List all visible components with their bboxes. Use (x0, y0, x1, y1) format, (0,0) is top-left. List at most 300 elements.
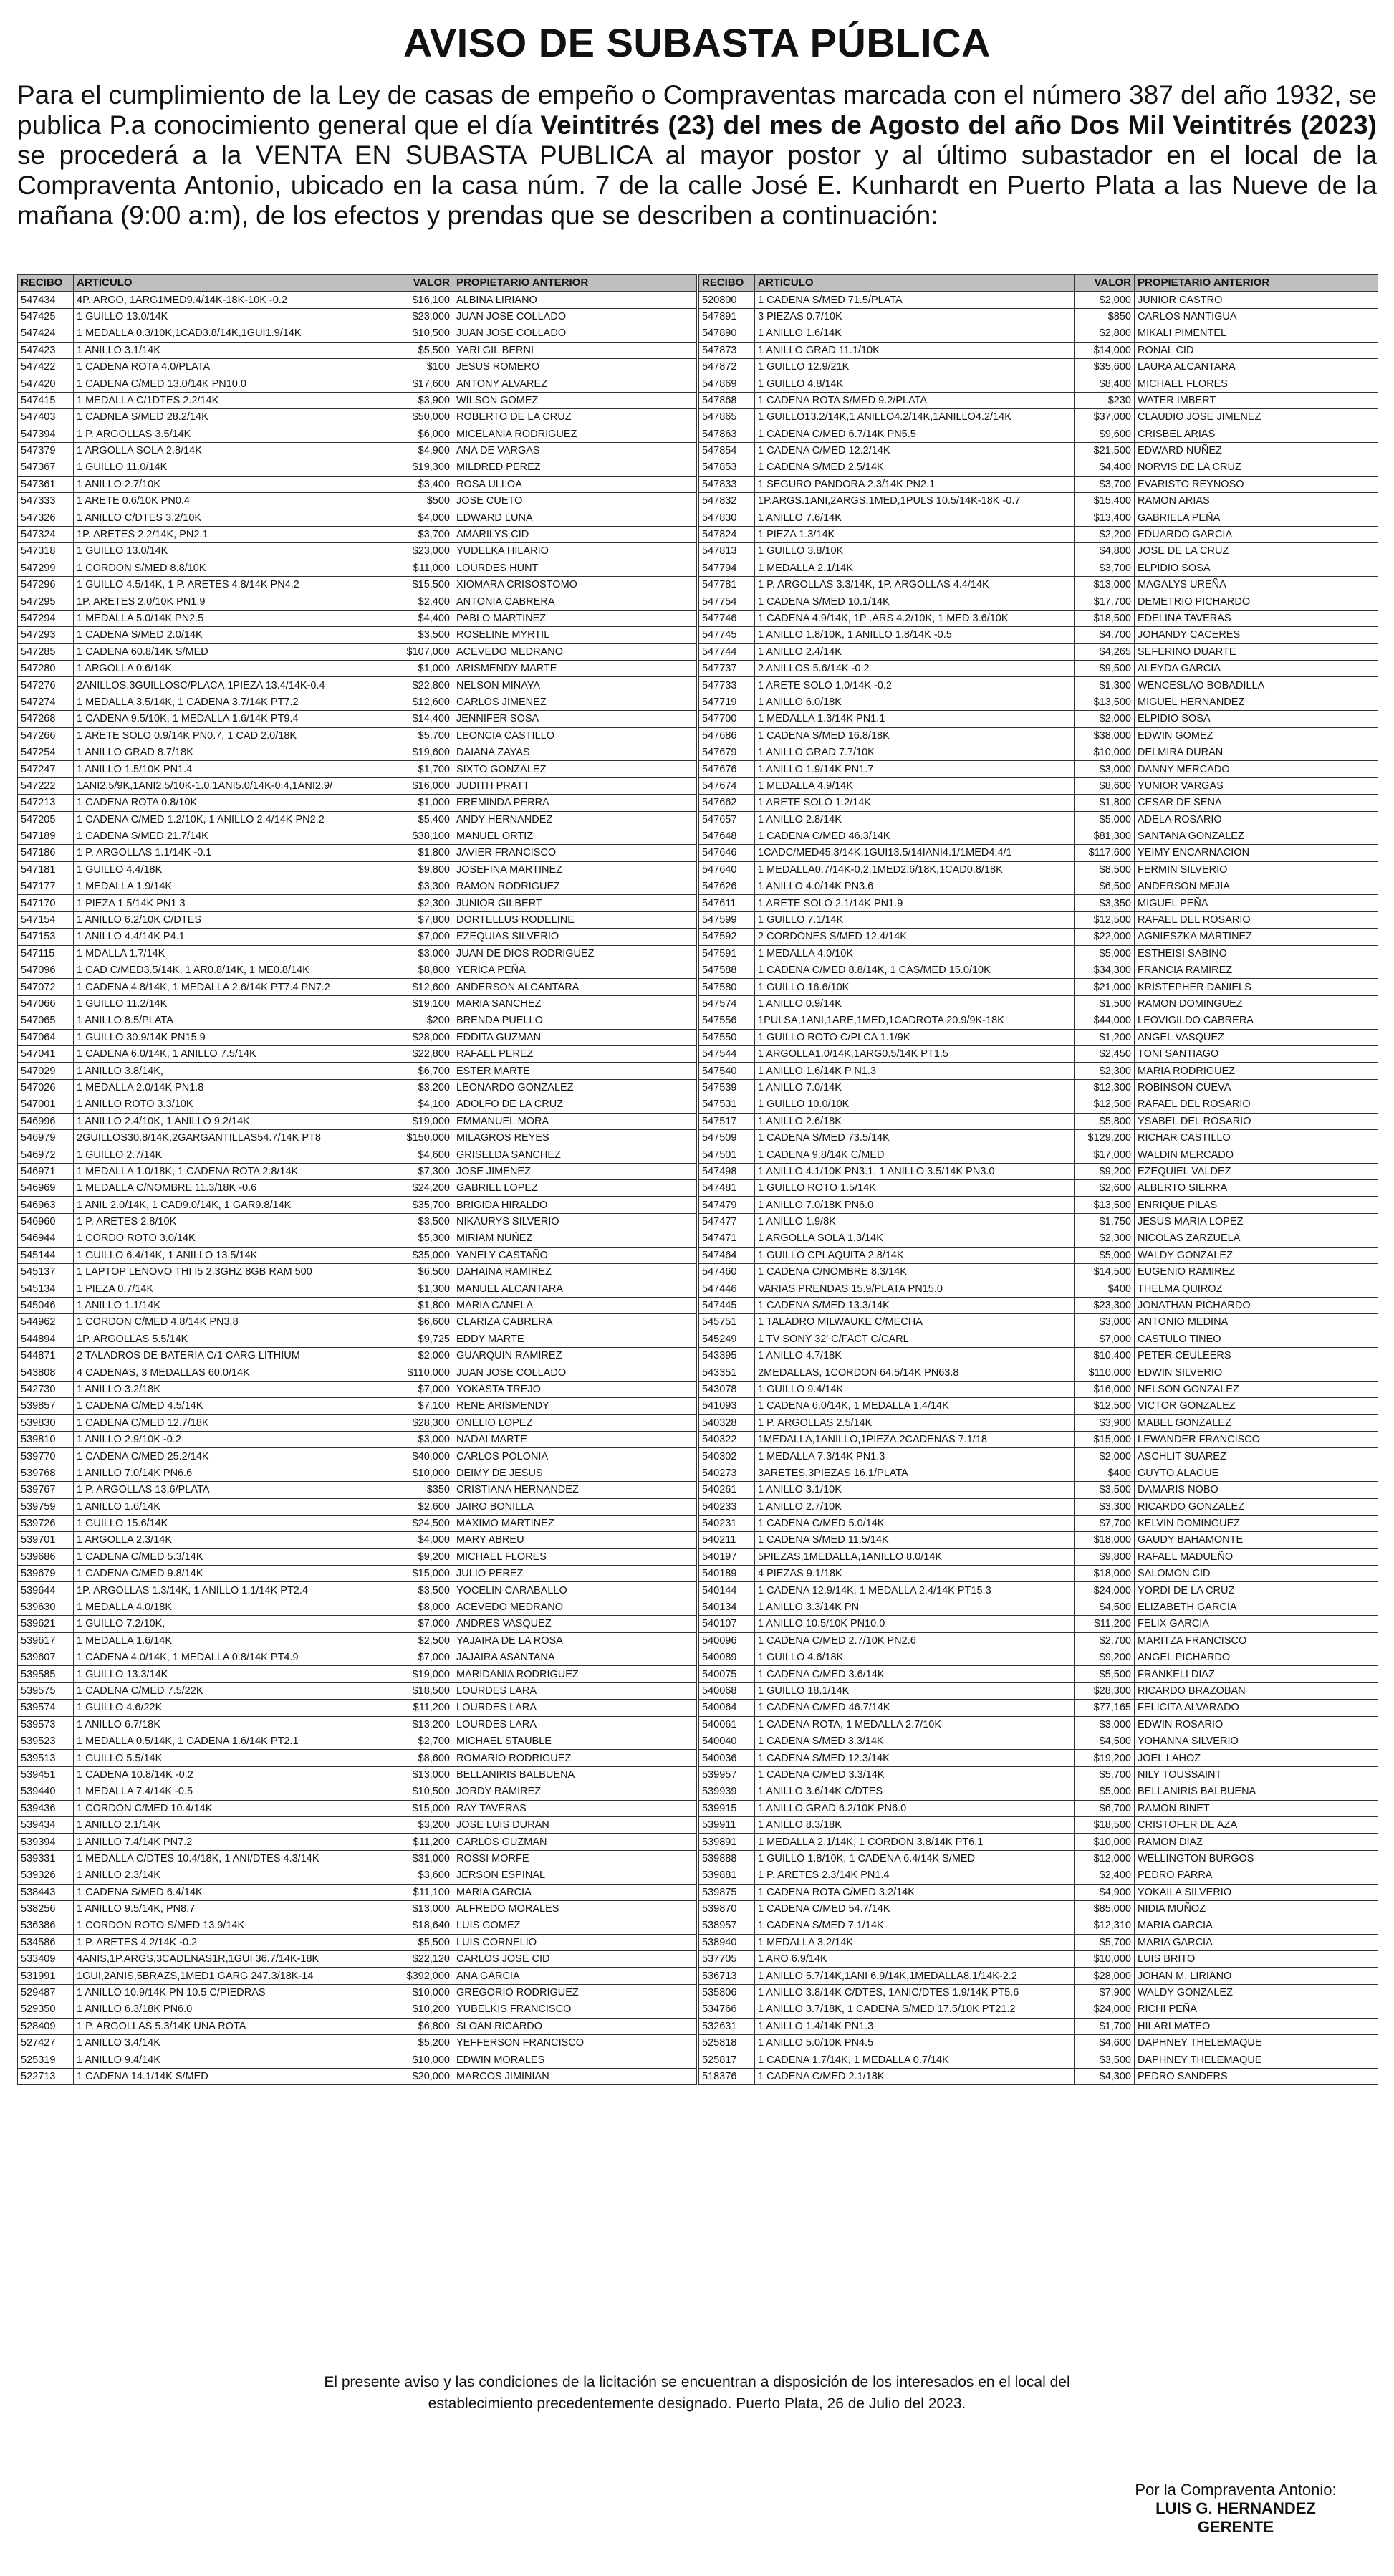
cell-propietario: EDWARD LUNA (453, 509, 697, 526)
table-row (18, 878, 697, 895)
cell-valor: $15,000 (393, 1800, 453, 1816)
cell-articulo: 1 GUILLO 13.0/14K (74, 543, 393, 560)
cell-valor: $400 (1075, 1280, 1135, 1297)
cell-recibo: 547648 (699, 828, 755, 844)
cell-propietario: CLAUDIO JOSE JIMENEZ (1135, 409, 1378, 426)
cell-articulo: 1 ANILLO 10.5/10K PN10.0 (755, 1616, 1075, 1632)
cell-articulo: 1CADC/MED45.3/14K,1GUI13.5/14IANI4.1/1MED4.4/1 (755, 845, 1075, 861)
cell-articulo: 1 MEDALLA 1.0/18K, 1 CADENA ROTA 2.8/14K (74, 1163, 393, 1179)
table-row (18, 560, 697, 576)
cell-articulo: 1 MEDALLA 1.3/14K PN1.1 (755, 711, 1075, 727)
cell-valor: $12,000 (1075, 1850, 1135, 1867)
cell-articulo: 1 ANILLO 8.3/18K (755, 1816, 1075, 1833)
cell-propietario: RAFAEL PEREZ (453, 1045, 697, 1062)
cell-propietario: ALEYDA GARCIA (1135, 660, 1378, 676)
cell-valor: $2,000 (393, 1348, 453, 1364)
table-row (699, 777, 1378, 794)
cell-recibo: 546979 (18, 1129, 74, 1146)
table-row (18, 509, 697, 526)
table-row (18, 711, 697, 727)
cell-articulo: 1 ANILLO 1.8/10K, 1 ANILLO 1.8/14K -0.5 (755, 627, 1075, 643)
cell-recibo: 541093 (699, 1398, 755, 1414)
cell-valor: $35,700 (393, 1197, 453, 1213)
cell-valor: $1,700 (393, 761, 453, 777)
cell-propietario: GRISELDA SANCHEZ (453, 1146, 697, 1163)
cell-articulo: 1 CADENA C/MED 54.7/14K (755, 1900, 1075, 1917)
cell-articulo: 1 CADENA S/MED 21.7/14K (74, 828, 393, 844)
table-row (699, 1934, 1378, 1950)
cell-propietario: MIRIAM NUÑEZ (453, 1230, 697, 1247)
cell-valor: $6,000 (393, 426, 453, 442)
cell-recibo: 547501 (699, 1146, 755, 1163)
table-row (699, 1900, 1378, 1917)
table-row (18, 526, 697, 542)
cell-propietario: ANDERSON MEJIA (1135, 878, 1378, 895)
cell-propietario: RAMON BINET (1135, 1800, 1378, 1816)
cell-valor: $77,165 (1075, 1700, 1135, 1716)
table-row (699, 509, 1378, 526)
cell-recibo: 547479 (699, 1197, 755, 1213)
cell-propietario: ALBINA LIRIANO (453, 292, 697, 308)
cell-articulo: 1 ANILLO 5.7/14K,1ANI 6.9/14K,1MEDALLA8.1/14K-2.2 (755, 1968, 1075, 1984)
table-row (18, 1197, 697, 1213)
table-row (18, 459, 697, 476)
cell-articulo: 1 CADENA C/MED 8.8/14K, 1 CAS/MED 15.0/10K (755, 962, 1075, 979)
cell-recibo: 547794 (699, 560, 755, 576)
cell-articulo: 1 CADENA 6.0/14K, 1 ANILLO 7.5/14K (74, 1045, 393, 1062)
table-row (18, 795, 697, 811)
cell-recibo: 543351 (699, 1364, 755, 1381)
cell-propietario: RICARDO BRAZOBAN (1135, 1682, 1378, 1699)
table-row (699, 911, 1378, 928)
cell-propietario: PEDRO PARRA (1135, 1867, 1378, 1884)
cell-valor: $4,900 (1075, 1884, 1135, 1900)
cell-recibo: 547580 (699, 979, 755, 995)
cell-valor: $2,400 (1075, 1867, 1135, 1884)
cell-articulo: 1 GUILLO ROTO C/PLCA 1.1/9K (755, 1029, 1075, 1045)
cell-recibo: 547186 (18, 845, 74, 861)
cell-articulo: 1 MEDALLA C/NOMBRE 11.3/18K -0.6 (74, 1180, 393, 1197)
cell-articulo: 1 CADENA C/MED 3.6/14K (755, 1666, 1075, 1682)
cell-recibo: 540273 (699, 1465, 755, 1481)
cell-recibo: 547285 (18, 643, 74, 660)
table-row (18, 1113, 697, 1129)
cell-recibo: 547868 (699, 392, 755, 408)
cell-recibo: 539891 (699, 1834, 755, 1850)
cell-valor: $18,640 (393, 1917, 453, 1934)
cell-recibo: 540096 (699, 1632, 755, 1649)
auction-tables (17, 274, 1377, 2085)
cell-propietario: JOHAN M. LIRIANO (1135, 1968, 1378, 1984)
cell-articulo: 1 ANILLO 3.4/14K (74, 2035, 393, 2051)
cell-propietario: BRIGIDA HIRALDO (453, 1197, 697, 1213)
cell-recibo: 545046 (18, 1297, 74, 1313)
auction-table-left (17, 274, 697, 2085)
table-row (18, 1800, 697, 1816)
cell-articulo: 1 MEDALLA 4.0/18K (74, 1599, 393, 1615)
cell-articulo: 1 P. ARGOLLAS 1.1/14K -0.1 (74, 845, 393, 861)
cell-recibo: 547640 (699, 861, 755, 878)
table-row (18, 1968, 697, 1984)
col-header-valor: VALOR (1075, 275, 1135, 292)
table-row (18, 358, 697, 375)
table-row (699, 979, 1378, 995)
cell-articulo: 1 ANILLO 0.9/14K (755, 995, 1075, 1012)
table-row (18, 1951, 697, 1968)
cell-articulo: 1P. ARETES 2.0/10K PN1.9 (74, 593, 393, 610)
cell-propietario: YUDELKA HILARIO (453, 543, 697, 560)
footer-line-2: establecimiento precedentemente designado. Puerto Plata, 26 de Julio del 2023. (428, 2395, 966, 2412)
cell-propietario: EDELINA TAVERAS (1135, 610, 1378, 626)
table-row (18, 1448, 697, 1465)
table-row (699, 1129, 1378, 1146)
cell-valor: $16,100 (393, 292, 453, 308)
table-row (699, 1867, 1378, 1884)
table-row (699, 962, 1378, 979)
cell-valor: $3,700 (1075, 560, 1135, 576)
table-row (699, 1917, 1378, 1934)
signature-intro: Por la Compraventa Antonio: (1135, 2481, 1337, 2499)
table-row (18, 1129, 697, 1146)
cell-recibo: 540064 (699, 1700, 755, 1716)
table-row (18, 476, 697, 492)
cell-valor: $4,400 (393, 610, 453, 626)
cell-valor: $3,900 (1075, 1414, 1135, 1431)
table-row (18, 777, 697, 794)
table-row (18, 1733, 697, 1749)
cell-articulo: 1 ANILLO 1.6/14K (755, 325, 1075, 342)
table-row (699, 1163, 1378, 1179)
cell-valor: $10,000 (1075, 1834, 1135, 1850)
cell-recibo: 531991 (18, 1968, 74, 1984)
cell-valor: $7,000 (393, 1649, 453, 1666)
cell-articulo: 1 ARO 6.9/14K (755, 1951, 1075, 1968)
cell-articulo: 1 LAPTOP LENOVO THI I5 2.3GHZ 8GB RAM 500 (74, 1264, 393, 1280)
cell-propietario: RENE ARISMENDY (453, 1398, 697, 1414)
cell-articulo: 1 CADENA S/MED 7.1/14K (755, 1917, 1075, 1934)
cell-valor: $3,000 (1075, 1716, 1135, 1733)
table-row (699, 1398, 1378, 1414)
cell-articulo: 1 CADENA C/MED 7.5/22K (74, 1682, 393, 1699)
cell-propietario: MANUEL ALCANTARA (453, 1280, 697, 1297)
table-row (18, 929, 697, 945)
intro-part-2: se procederá a la VENTA EN SUBASTA PUBLICA al mayor postor y al último subastador en el local de la Compraventa Antonio, ubicado en la casa núm. 7 de la calle José E. Kunhardt en Puerto Plata a las Nueve de la mañana (9:00 a:m), de los efectos y prendas que se describen a continuación: (17, 140, 1377, 230)
cell-recibo: 547869 (699, 375, 755, 392)
cell-recibo: 539630 (18, 1599, 74, 1615)
cell-propietario: EREMINDA PERRA (453, 795, 697, 811)
cell-propietario: RAFAEL DEL ROSARIO (1135, 911, 1378, 928)
cell-propietario: JOSE CUETO (453, 493, 697, 509)
cell-articulo: 1 CORDON S/MED 8.8/10K (74, 560, 393, 576)
cell-propietario: LUIS CORNELIO (453, 1934, 697, 1950)
cell-valor: $3,200 (393, 1816, 453, 1833)
cell-propietario: ROMARIO RODRIGUEZ (453, 1750, 697, 1766)
auction-table-right (698, 274, 1378, 2085)
table-row (18, 1984, 697, 2001)
intro-part-1: Para el cumplimiento de la Ley de casas de empeño o Compraventas marcada con el número 387 del año 1932, se publica P.a conocimiento general que el día (17, 80, 1377, 140)
cell-articulo: 1 MEDALLA 3.2/14K (755, 1934, 1075, 1950)
cell-propietario: CRISTIANA HERNANDEZ (453, 1482, 697, 1498)
cell-articulo: 1 ANILLO 6.2/10K C/DTES (74, 911, 393, 928)
cell-propietario: RICARDO GONZALEZ (1135, 1498, 1378, 1515)
cell-articulo: 1 ANILLO 4.7/18K (755, 1348, 1075, 1364)
table-row (699, 1012, 1378, 1029)
cell-propietario: JUAN DE DIOS RODRIGUEZ (453, 945, 697, 962)
cell-articulo: 1P. ARGOLLAS 1.3/14K, 1 ANILLO 1.1/14K PT2.4 (74, 1582, 393, 1599)
cell-valor: $850 (1075, 308, 1135, 325)
table-row (18, 1515, 697, 1531)
cell-articulo: 1 P. ARGOLLAS 2.5/14K (755, 1414, 1075, 1431)
table-row (18, 593, 697, 610)
cell-propietario: LOURDES HUNT (453, 560, 697, 576)
cell-valor: $19,200 (1075, 1750, 1135, 1766)
cell-valor: $14,400 (393, 711, 453, 727)
cell-recibo: 540061 (699, 1716, 755, 1733)
cell-valor: $1,750 (1075, 1213, 1135, 1230)
cell-articulo: 5PIEZAS,1MEDALLA,1ANILLO 8.0/14K (755, 1548, 1075, 1565)
cell-valor: $2,000 (1075, 1448, 1135, 1465)
col-header-articulo: ARTICULO (74, 275, 393, 292)
table-row (18, 308, 697, 325)
cell-propietario: ADELA ROSARIO (1135, 811, 1378, 828)
cell-propietario: RICHAR CASTILLO (1135, 1129, 1378, 1146)
cell-recibo: 546969 (18, 1180, 74, 1197)
cell-recibo: 539434 (18, 1816, 74, 1833)
cell-recibo: 528409 (18, 2018, 74, 2034)
cell-valor: $9,200 (1075, 1649, 1135, 1666)
cell-valor: $4,000 (393, 509, 453, 526)
cell-propietario: YARI GIL BERNI (453, 342, 697, 358)
cell-recibo: 547591 (699, 945, 755, 962)
cell-recibo: 547189 (18, 828, 74, 844)
cell-recibo: 537705 (699, 1951, 755, 1968)
cell-propietario: GREGORIO RODRIGUEZ (453, 1984, 697, 2001)
cell-articulo: 1 CADENA C/NOMBRE 8.3/14K (755, 1264, 1075, 1280)
cell-recibo: 536386 (18, 1917, 74, 1934)
cell-recibo: 539915 (699, 1800, 755, 1816)
table-row (699, 1414, 1378, 1431)
cell-articulo: 1 P. ARETES 2.8/10K (74, 1213, 393, 1230)
cell-articulo: 1 CADENA S/MED 13.3/14K (755, 1297, 1075, 1313)
cell-propietario: MAXIMO MARTINEZ (453, 1515, 697, 1531)
cell-recibo: 547379 (18, 442, 74, 459)
cell-valor: $35,600 (1075, 358, 1135, 375)
cell-recibo: 547824 (699, 526, 755, 542)
cell-valor: $9,725 (393, 1331, 453, 1347)
cell-articulo: 1 ANILLO GRAD 11.1/10K (755, 342, 1075, 358)
cell-valor: $4,300 (1075, 2068, 1135, 2084)
cell-recibo: 540322 (699, 1431, 755, 1447)
cell-propietario: ASCHLIT SUAREZ (1135, 1448, 1378, 1465)
cell-valor: $3,600 (393, 1867, 453, 1884)
table-row (18, 1850, 697, 1867)
cell-valor: $3,000 (393, 945, 453, 962)
cell-valor: $35,000 (393, 1247, 453, 1263)
cell-recibo: 547153 (18, 929, 74, 945)
cell-recibo: 547096 (18, 962, 74, 979)
cell-valor: $3,500 (393, 1213, 453, 1230)
cell-recibo: 547611 (699, 895, 755, 911)
table-row (699, 1850, 1378, 1867)
cell-propietario: JUAN JOSE COLLADO (453, 308, 697, 325)
cell-articulo: 1 ARETE SOLO 2.1/14K PN1.9 (755, 895, 1075, 911)
table-row (699, 2068, 1378, 2084)
cell-propietario: ELPIDIO SOSA (1135, 560, 1378, 576)
table-row (699, 1984, 1378, 2001)
cell-recibo: 547361 (18, 476, 74, 492)
cell-propietario: MICHAEL FLORES (453, 1548, 697, 1565)
cell-articulo: 1 CADENA S/MED 71.5/PLATA (755, 292, 1075, 308)
cell-propietario: LEONCIA CASTILLO (453, 727, 697, 744)
cell-recibo: 539857 (18, 1398, 74, 1414)
cell-recibo: 529487 (18, 1984, 74, 2001)
cell-recibo: 547029 (18, 1063, 74, 1079)
cell-articulo: 1 PIEZA 0.7/14K (74, 1280, 393, 1297)
table-row (18, 861, 697, 878)
cell-recibo: 547295 (18, 593, 74, 610)
cell-valor: $4,000 (393, 1532, 453, 1548)
cell-recibo: 547626 (699, 878, 755, 895)
cell-valor: $85,000 (1075, 1900, 1135, 1917)
cell-propietario: GUYTO ALAGUE (1135, 1465, 1378, 1481)
cell-articulo: 1 ANILLO 2.4/14K (755, 643, 1075, 660)
cell-recibo: 540211 (699, 1532, 755, 1548)
table-row (18, 811, 697, 828)
cell-articulo: 1 ANILLO 3.8/14K, (74, 1063, 393, 1079)
cell-propietario: DELMIRA DURAN (1135, 744, 1378, 760)
cell-recibo: 547394 (18, 426, 74, 442)
cell-valor: $9,600 (1075, 426, 1135, 442)
table-row (699, 459, 1378, 476)
cell-propietario: LAURA ALCANTARA (1135, 358, 1378, 375)
cell-valor: $28,300 (1075, 1682, 1135, 1699)
cell-propietario: DEMETRIO PICHARDO (1135, 593, 1378, 610)
cell-recibo: 539911 (699, 1816, 755, 1833)
cell-articulo: 2 TALADROS DE BATERIA C/1 CARG LITHIUM (74, 1348, 393, 1364)
cell-recibo: 547041 (18, 1045, 74, 1062)
cell-recibo: 547326 (18, 509, 74, 526)
cell-recibo: 525818 (699, 2035, 755, 2051)
cell-recibo: 539617 (18, 1632, 74, 1649)
table-row (699, 1582, 1378, 1599)
cell-propietario: SEFERINO DUARTE (1135, 643, 1378, 660)
cell-articulo: 1 GUILLO 18.1/14K (755, 1682, 1075, 1699)
cell-propietario: ANTONIA CABRERA (453, 593, 697, 610)
cell-propietario: ANA DE VARGAS (453, 442, 697, 459)
cell-articulo: 2MEDALLAS, 1CORDON 64.5/14K PN63.8 (755, 1364, 1075, 1381)
cell-articulo: 4 CADENAS, 3 MEDALLAS 60.0/14K (74, 1364, 393, 1381)
cell-articulo: 1 CADENA C/MED 46.3/14K (755, 828, 1075, 844)
table-row (699, 1314, 1378, 1331)
cell-articulo: 1 CADENA C/MED 12.7/18K (74, 1414, 393, 1431)
cell-valor: $7,000 (1075, 1331, 1135, 1347)
table-row (18, 1482, 697, 1498)
cell-articulo: 1 GUILLO 5.5/14K (74, 1750, 393, 1766)
cell-valor: $17,600 (393, 375, 453, 392)
cell-propietario: ROBINSON CUEVA (1135, 1079, 1378, 1096)
cell-recibo: 547367 (18, 459, 74, 476)
table-row (18, 342, 697, 358)
table-row (699, 845, 1378, 861)
table-row (18, 442, 697, 459)
cell-recibo: 547181 (18, 861, 74, 878)
cell-valor: $3,700 (393, 526, 453, 542)
cell-articulo: 1 CADENA 4.9/14K, 1P .ARS 4.2/10K, 1 MED 3.6/10K (755, 610, 1075, 626)
cell-recibo: 546944 (18, 1230, 74, 1247)
cell-recibo: 539451 (18, 1766, 74, 1783)
cell-propietario: ROSA ULLOA (453, 476, 697, 492)
table-row (699, 1029, 1378, 1045)
table-row (699, 292, 1378, 308)
cell-articulo: 1 CADENA 10.8/14K -0.2 (74, 1766, 393, 1783)
cell-recibo: 547296 (18, 577, 74, 593)
cell-recibo: 547170 (18, 895, 74, 911)
cell-recibo: 540231 (699, 1515, 755, 1531)
cell-propietario: SANTANA GONZALEZ (1135, 828, 1378, 844)
table-row (18, 1364, 697, 1381)
cell-propietario: CLARIZA CABRERA (453, 1314, 697, 1331)
table-row (699, 811, 1378, 828)
table-row (699, 2001, 1378, 2018)
cell-valor: $3,500 (1075, 1482, 1135, 1498)
cell-propietario: YSABEL DEL ROSARIO (1135, 1113, 1378, 1129)
cell-articulo: 1 ARETE SOLO 1.0/14K -0.2 (755, 677, 1075, 694)
cell-articulo: 1 CADENA S/MED 2.5/14K (755, 459, 1075, 476)
cell-propietario: TONI SANTIAGO (1135, 1045, 1378, 1062)
cell-propietario: NADAI MARTE (453, 1431, 697, 1447)
cell-valor: $22,800 (393, 1045, 453, 1062)
table-row (699, 1381, 1378, 1397)
table-row (699, 543, 1378, 560)
cell-recibo: 547853 (699, 459, 755, 476)
cell-articulo: 4P. ARGO, 1ARG1MED9.4/14K-18K-10K -0.2 (74, 292, 393, 308)
cell-valor: $28,000 (1075, 1968, 1135, 1984)
cell-articulo: 1 CADENA 14.1/14K S/MED (74, 2068, 393, 2084)
cell-propietario: RAFAEL MADUEÑO (1135, 1548, 1378, 1565)
cell-articulo: 1 ANILLO 1.5/10K PN1.4 (74, 761, 393, 777)
cell-valor: $3,400 (393, 476, 453, 492)
cell-propietario: EDWIN GOMEZ (1135, 727, 1378, 744)
table-row (699, 526, 1378, 542)
table-row (699, 1682, 1378, 1699)
cell-valor: $17,000 (1075, 1146, 1135, 1163)
cell-articulo: 1 CADENA 6.0/14K, 1 MEDALLA 1.4/14K (755, 1398, 1075, 1414)
cell-propietario: LOURDES LARA (453, 1682, 697, 1699)
cell-articulo: 1 CORDO ROTO 3.0/14K (74, 1230, 393, 1247)
cell-valor: $400 (1075, 1465, 1135, 1481)
cell-articulo: 1 ARETE SOLO 0.9/14K PN0.7, 1 CAD 2.0/18K (74, 727, 393, 744)
cell-valor: $18,500 (1075, 610, 1135, 626)
cell-articulo: 1 GUILLO 13.3/14K (74, 1666, 393, 1682)
cell-articulo: 1 ARGOLLA SOLA 1.3/14K (755, 1230, 1075, 1247)
cell-propietario: JUNIOR CASTRO (1135, 292, 1378, 308)
cell-recibo: 547890 (699, 325, 755, 342)
cell-propietario: JUAN JOSE COLLADO (453, 325, 697, 342)
cell-propietario: MARY ABREU (453, 1532, 697, 1548)
cell-valor: $1,200 (1075, 1029, 1135, 1045)
table-row (18, 962, 697, 979)
cell-propietario: SALOMON CID (1135, 1566, 1378, 1582)
cell-recibo: 539881 (699, 1867, 755, 1884)
cell-valor: $129,200 (1075, 1129, 1135, 1146)
cell-valor: $15,400 (1075, 493, 1135, 509)
cell-recibo: 522713 (18, 2068, 74, 2084)
cell-propietario: NIKAURYS SILVERIO (453, 1213, 697, 1230)
cell-recibo: 544871 (18, 1348, 74, 1364)
cell-valor: $5,500 (393, 342, 453, 358)
cell-recibo: 547700 (699, 711, 755, 727)
cell-articulo: 1 CADENA 4.8/14K, 1 MEDALLA 2.6/14K PT7.4 PN7.2 (74, 979, 393, 995)
